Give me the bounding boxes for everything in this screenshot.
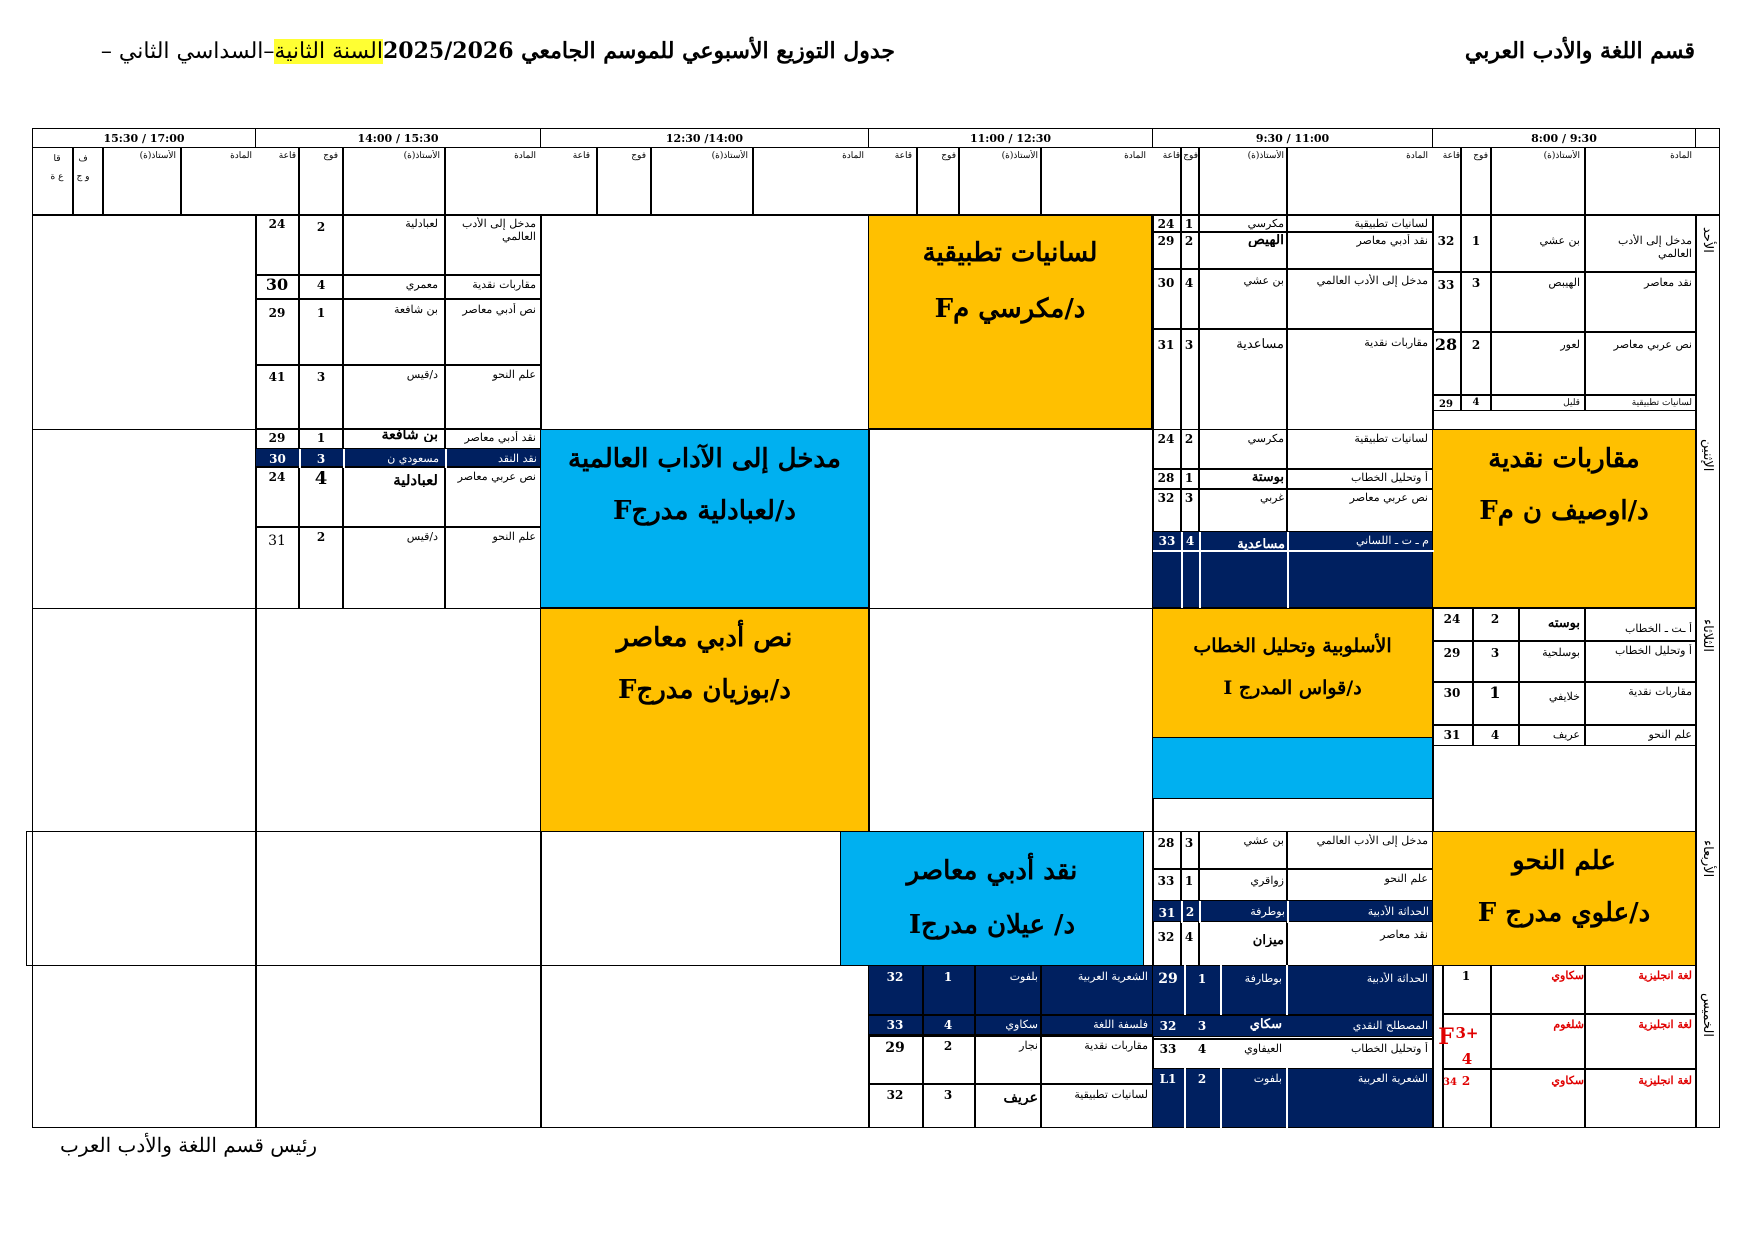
cell-room: 31	[268, 533, 286, 549]
cell-group: 3	[316, 370, 326, 384]
mon-s2-navy-cell	[1152, 531, 1433, 608]
cell-prof: مسعودي ن	[387, 452, 439, 465]
cell-subject: مقاربات نقدية	[1084, 1039, 1148, 1052]
department-head-signature: رئيس قسم اللغة والأدب العرب	[60, 1133, 318, 1157]
cell-subject: نقد أدبي معاصر	[464, 431, 536, 444]
cell-subject: مدخل إلى الأدب العالمي	[462, 217, 536, 243]
col-label-prof: الأستاذ(ة)	[139, 151, 176, 161]
cell-subject: فلسفة اللغة	[1093, 1018, 1148, 1031]
cell-room: 30	[1443, 686, 1461, 700]
cell-prof: د/قيس	[406, 530, 438, 543]
cell-prof: ميزان	[1252, 934, 1284, 947]
cell-subject: نص عربي معاصر	[1613, 338, 1692, 351]
day-thursday: الخميس	[1700, 993, 1715, 1037]
cell-room: 31	[1158, 906, 1176, 920]
cell-room: 31	[1157, 338, 1175, 352]
schedule-table	[32, 128, 1720, 1128]
lecture-prof: د/قواس المدرج I	[1223, 677, 1362, 699]
cell-prof: لعبادلية	[393, 474, 438, 487]
cell-subject: نص عربي معاصر	[457, 470, 536, 483]
sep	[1442, 1013, 1696, 1015]
sep	[1432, 271, 1696, 273]
cell-room: 32	[1157, 930, 1175, 944]
cell-room: 29	[1157, 234, 1175, 248]
mon-lecture1-box	[1432, 429, 1696, 608]
time-slot-3: 11:00 / 12:30	[868, 128, 1153, 148]
cell-subject: نص أدبي معاصر	[462, 303, 536, 316]
col-label-prof: الأستاذ(ة)	[711, 151, 748, 161]
sep	[1198, 147, 1200, 215]
col-label-subject: المادة	[230, 151, 252, 161]
cell-prof: بلفوت	[1009, 970, 1038, 983]
cell-prof: د/قيس	[406, 368, 438, 381]
lecture-title: مدخل إلى الآداب العالمية	[568, 444, 841, 474]
day-sunday: الأحد	[1700, 227, 1715, 253]
cell-prof: غربي	[1259, 491, 1284, 504]
cell-room: 32	[1437, 234, 1455, 248]
cell-prof: بوسلحية	[1542, 646, 1580, 659]
col-label-subject: المادة	[514, 151, 536, 161]
sep	[1040, 147, 1042, 215]
cell-subject: لسانيات تطبيقية	[1354, 432, 1428, 445]
cell-room: F	[1438, 1024, 1454, 1050]
col-label-subject: المادة	[1406, 151, 1428, 161]
sep	[1152, 1038, 1432, 1040]
cell-group: 4	[943, 1018, 953, 1032]
cell-subject: نقد معاصر	[1644, 276, 1692, 289]
cell-group: 2	[1184, 234, 1194, 248]
cell-prof: بن شافعة	[381, 429, 438, 442]
cell-subject: أ وتحليل الخطاب	[1614, 644, 1692, 657]
title-main: جدول التوزيع الأسبوعي للموسم الجامعي 2025/2026	[383, 38, 895, 64]
wed-s2-navy-row	[1152, 900, 1433, 922]
col-label-room: قاعة	[1162, 151, 1180, 161]
sep	[1286, 831, 1288, 966]
cell-subject: لغة انجليزية	[1638, 1018, 1692, 1031]
sep	[1490, 965, 1492, 1128]
cell-prof: الهيص	[1248, 234, 1284, 247]
cell-room: 24	[1157, 432, 1175, 446]
cell-room: 30	[1157, 276, 1175, 290]
cell-subject: نص عربي معاصر	[1349, 491, 1428, 504]
mon-s5-navy-row	[255, 448, 541, 467]
cell-prof: سكاوي	[1551, 1074, 1584, 1087]
cell-prof: قليل	[1563, 398, 1580, 408]
cell-group: 3	[1184, 491, 1194, 505]
sep	[752, 147, 754, 215]
cell-subject: م ـ ت ـ اللساني	[1355, 534, 1429, 547]
cell-prof: بن عشي	[1539, 234, 1580, 247]
cell-room: 33	[886, 1018, 904, 1032]
sep	[342, 215, 344, 429]
cell-prof: عريف	[1552, 728, 1580, 741]
cell-group: 4	[1184, 930, 1194, 944]
col-label-prof: الأستاذ(ة)	[403, 151, 440, 161]
sep	[1152, 328, 1432, 330]
cell-room: 33	[1158, 534, 1176, 548]
cell-group: 2	[1185, 905, 1195, 919]
cell-group: 3	[316, 452, 326, 466]
cell-subject: الشعرية العربية	[1357, 1072, 1428, 1085]
sep	[1584, 147, 1586, 215]
sep	[1153, 550, 1434, 552]
day-wednesday: الأربعاء	[1700, 840, 1715, 878]
cell-room: 34	[1443, 1077, 1457, 1088]
cell-room: 29	[1443, 646, 1461, 660]
sep	[1152, 868, 1432, 870]
col-label-group-vertical: ف و ج	[76, 154, 90, 182]
sep	[1432, 724, 1696, 726]
col-label-room: قاعة	[572, 151, 590, 161]
cell-subject: علم النحو	[492, 530, 536, 543]
col-label-room: قاعة	[1442, 151, 1460, 161]
sep	[1432, 681, 1696, 683]
sep	[180, 147, 182, 215]
time-slot-6: 15:30 / 17:00	[32, 128, 256, 148]
lecture-prof: د/بوزيان مدرجF	[618, 675, 791, 705]
sep	[255, 526, 541, 528]
cell-group: 1	[1184, 874, 1194, 888]
sep	[1152, 231, 1432, 233]
col-label-room: قاعة	[278, 151, 296, 161]
cell-group: 3	[1184, 338, 1194, 352]
cell-prof: شلغوم	[1553, 1018, 1584, 1031]
cell-subject: نقد معاصر	[1380, 928, 1428, 941]
cell-group: 4	[1490, 728, 1500, 742]
schedule-title	[101, 38, 895, 64]
col-label-group: فوج	[941, 151, 956, 161]
cell-subject: مدخل إلى الأدب العالمي	[1316, 834, 1428, 847]
day-monday: الإثنين	[1700, 438, 1715, 472]
sep	[444, 215, 446, 429]
cell-prof: العيفاوي	[1244, 1042, 1282, 1055]
cell-group: 4	[1197, 1042, 1207, 1056]
lecture-prof: د/ عيلان مدرجI	[908, 910, 1076, 940]
sep	[1198, 215, 1200, 429]
cell-group: 1	[316, 431, 326, 445]
cell-prof: مساعدية	[1236, 338, 1284, 351]
cell-room: 33	[1157, 874, 1175, 888]
cell-room: 28	[1434, 335, 1458, 354]
cell-subject: مقاربات نقدية	[1628, 685, 1692, 698]
lecture-title: لسانيات تطبيقية	[922, 238, 1098, 268]
cell-prof: بن عشي	[1243, 274, 1284, 287]
cell-room: 24	[1157, 217, 1175, 231]
cell-subject: لغة انجليزية	[1638, 969, 1692, 982]
cell-group: 1	[316, 306, 326, 320]
cell-room: 32	[886, 1088, 904, 1102]
tue-lecture4-box	[540, 608, 869, 832]
wed-lecture1-box	[1432, 831, 1696, 966]
col-label-subject: المادة	[1124, 151, 1146, 161]
title-year-highlight: السنة الثانية	[274, 39, 383, 64]
cell-prof: مساعدية	[1237, 538, 1285, 551]
cell-prof: بن عشي	[1243, 834, 1284, 847]
sep	[1432, 640, 1696, 642]
cell-group: 3	[1471, 276, 1481, 290]
cell-prof: معمري	[405, 278, 438, 291]
cell-subject: مقاربات نقدية	[472, 278, 536, 291]
sep	[255, 298, 541, 300]
cell-room: 29	[1439, 399, 1453, 410]
cell-group: 4	[1472, 397, 1480, 408]
cell-group: 2	[316, 220, 326, 234]
tue-lecture2-box	[1152, 608, 1433, 738]
cell-prof: مكرسي	[1247, 432, 1284, 445]
cell-room: 28	[1157, 471, 1175, 485]
time-slot-4: 12:30 /14:00	[540, 128, 869, 148]
sep	[255, 274, 541, 276]
mon-lecture4-box	[540, 429, 869, 608]
col-label-subject: المادة	[1670, 151, 1692, 161]
col-label-group: فوج	[631, 151, 646, 161]
sep	[342, 147, 344, 215]
cell-prof: بن شافعة	[394, 303, 438, 316]
cell-group: 2	[316, 530, 326, 544]
cell-room: 32	[1159, 1019, 1177, 1033]
cell-prof: زواقري	[1250, 874, 1284, 887]
cell-subject: لغة انجليزية	[1638, 1074, 1692, 1087]
cell-prof: سكاوي	[1551, 969, 1584, 982]
cell-subject: علم النحو	[1384, 872, 1428, 885]
sep	[102, 147, 104, 215]
cell-group: 2	[1461, 1074, 1471, 1088]
sep	[1152, 468, 1432, 470]
sep	[255, 364, 541, 366]
cell-room: 24	[1443, 612, 1461, 626]
cell-room: 33	[1437, 278, 1455, 292]
lecture-title: مقاربات نقدية	[1488, 444, 1640, 474]
col-label-room-vertical: قا ع ة	[50, 154, 64, 182]
cell-subject: الحداثة الأدبية	[1367, 905, 1429, 918]
cell-group: 4	[316, 278, 326, 292]
cell-subject: أ وتحليل الخطاب	[1350, 1042, 1428, 1055]
cell-prof: سكاوي	[1005, 1018, 1038, 1031]
cell-group: 3	[1197, 1019, 1207, 1033]
sep	[444, 147, 446, 215]
cell-subject: علم النحو	[1648, 728, 1692, 741]
lecture-prof: د/اوصيف ن مF	[1479, 496, 1649, 526]
cell-room: 29	[268, 306, 286, 320]
cell-prof: بوستة	[1251, 471, 1284, 484]
col-label-prof: الأستاذ(ة)	[1247, 151, 1284, 161]
lecture-title: الأسلوبية وتحليل الخطاب	[1193, 635, 1392, 657]
department-title: قسم اللغة والأدب العربي	[1464, 38, 1695, 64]
cell-prof: سكاي	[1249, 1018, 1282, 1031]
sep	[1180, 831, 1182, 966]
cell-room: 32	[1157, 491, 1175, 505]
lecture-prof: د/لعبادلية مدرجF	[612, 496, 797, 526]
cell-subject: أ وتحليل الخطاب	[1350, 471, 1428, 484]
sep	[298, 147, 300, 215]
col-label-group: فوج	[1473, 151, 1488, 161]
day-tuesday: الثلاثاء	[1700, 618, 1715, 652]
cell-room: 28	[1157, 836, 1175, 850]
col-label-prof: الأستاذ(ة)	[1001, 151, 1038, 161]
cell-group: 4	[1184, 276, 1194, 290]
sep	[650, 147, 652, 215]
cell-room: L1	[1159, 1072, 1177, 1086]
sep	[596, 147, 598, 215]
cell-subject: الحداثة الأدبية	[1366, 972, 1428, 985]
cell-subject: لسانيات تطبيقية	[1074, 1088, 1148, 1101]
title-semester: –السداسي الثاني –	[100, 39, 275, 64]
cell-group: 2	[1197, 1072, 1207, 1086]
cell-group: 3	[1490, 646, 1500, 660]
cell-group: 1	[1184, 217, 1194, 231]
cell-group: 2	[943, 1039, 953, 1053]
col-label-group: فوج	[323, 151, 338, 161]
sep	[1460, 147, 1462, 215]
cell-subject: لسانيات تطبيقية	[1354, 217, 1428, 230]
lecture-title: نقد أدبي معاصر	[906, 856, 1078, 886]
cell-group: 1	[1184, 471, 1194, 485]
lecture-title: علم النحو	[1512, 846, 1616, 876]
cell-prof: عريف	[1003, 1092, 1038, 1105]
cell-group: 1	[1197, 972, 1207, 986]
cell-prof: خلايفي	[1548, 690, 1580, 703]
cell-group: 1	[1471, 234, 1481, 248]
wed-lecture3-box	[840, 831, 1144, 966]
cell-room: 24	[268, 470, 286, 484]
cell-room: 33	[1159, 1042, 1177, 1056]
sep	[1180, 147, 1182, 215]
sep	[1152, 488, 1432, 490]
cell-room: 24	[268, 217, 286, 231]
sun-lecture-box	[868, 215, 1152, 429]
cell-subject: نقد أدبي معاصر	[1356, 234, 1428, 247]
cell-group: 4	[1185, 534, 1195, 548]
cell-room: 29	[1158, 971, 1178, 987]
cell-group: 1	[943, 970, 953, 984]
sep	[298, 215, 300, 429]
cell-prof: بوطرفة	[1250, 905, 1285, 918]
sep	[916, 147, 918, 215]
sep	[1432, 331, 1696, 333]
tue-blue-band	[1152, 737, 1433, 799]
cell-subject: نقد النقد	[498, 452, 537, 465]
cell-subject: مقاربات نقدية	[1364, 336, 1428, 349]
sep	[72, 147, 74, 215]
cell-room: 29	[268, 431, 286, 445]
cell-subject: علم النحو	[492, 368, 536, 381]
lecture-prof: د/مكرسي مF	[934, 294, 1086, 324]
time-slot-2: 9:30 / 11:00	[1152, 128, 1433, 148]
cell-group: 1	[1489, 683, 1501, 702]
time-slot-5: 14:00 / 15:30	[255, 128, 541, 148]
cell-subject: الشعرية العربية	[1077, 970, 1148, 983]
sep	[1286, 147, 1288, 215]
lecture-prof: د/علوي مدرج F	[1477, 898, 1651, 928]
sep	[868, 1035, 1153, 1037]
cell-room: 30	[269, 452, 286, 466]
cell-group: 2	[1184, 432, 1194, 446]
cell-subject: مدخل إلى الأدب العالمي	[1316, 274, 1428, 287]
cell-prof: بوسته	[1547, 617, 1580, 630]
cell-subject: مدخل إلى الأدب العالمي	[1618, 234, 1692, 260]
cell-group: 2	[1490, 612, 1500, 626]
col-label-prof: الأستاذ(ة)	[1543, 151, 1580, 161]
cell-prof: مكرسي	[1247, 217, 1284, 230]
sep	[1584, 965, 1586, 1128]
cell-subject: لسانيات تطبيقية	[1631, 398, 1692, 408]
cell-prof: لعبادلية	[405, 217, 438, 230]
cell-group: 3+ 4	[1455, 1024, 1479, 1068]
cell-subject: أ ـت ـ الخطاب	[1624, 622, 1692, 635]
cell-room: 41	[268, 370, 286, 384]
cell-prof: لعور	[1560, 338, 1580, 351]
cell-room: 32	[886, 970, 904, 984]
cell-group: 3	[1184, 836, 1194, 850]
col-label-room: قاعة	[894, 151, 912, 161]
lecture-title: نص أدبي معاصر	[616, 623, 793, 653]
sep	[868, 1083, 1153, 1085]
sep	[1152, 268, 1432, 270]
cell-room: 29	[885, 1040, 905, 1056]
col-label-group: فوج	[1183, 151, 1198, 161]
cell-group: 2	[1471, 338, 1481, 352]
cell-prof: بلفوت	[1253, 1072, 1282, 1085]
cell-group: 4	[314, 468, 328, 489]
cell-room: 30	[265, 275, 289, 294]
col-label-subject: المادة	[842, 151, 864, 161]
sep	[1286, 215, 1288, 429]
cell-subject: المصطلح النقدي	[1352, 1019, 1428, 1032]
time-slot-1: 8:00 / 9:30	[1432, 128, 1696, 148]
cell-prof: بوطارفة	[1244, 972, 1282, 985]
cell-room: 31	[1443, 728, 1461, 742]
cell-group: 1	[1461, 969, 1471, 983]
cell-prof: نجار	[1019, 1039, 1038, 1052]
sep	[958, 147, 960, 215]
sep	[1490, 147, 1492, 215]
cell-prof: الهيبص	[1548, 276, 1580, 289]
cell-group: 3	[943, 1088, 953, 1102]
